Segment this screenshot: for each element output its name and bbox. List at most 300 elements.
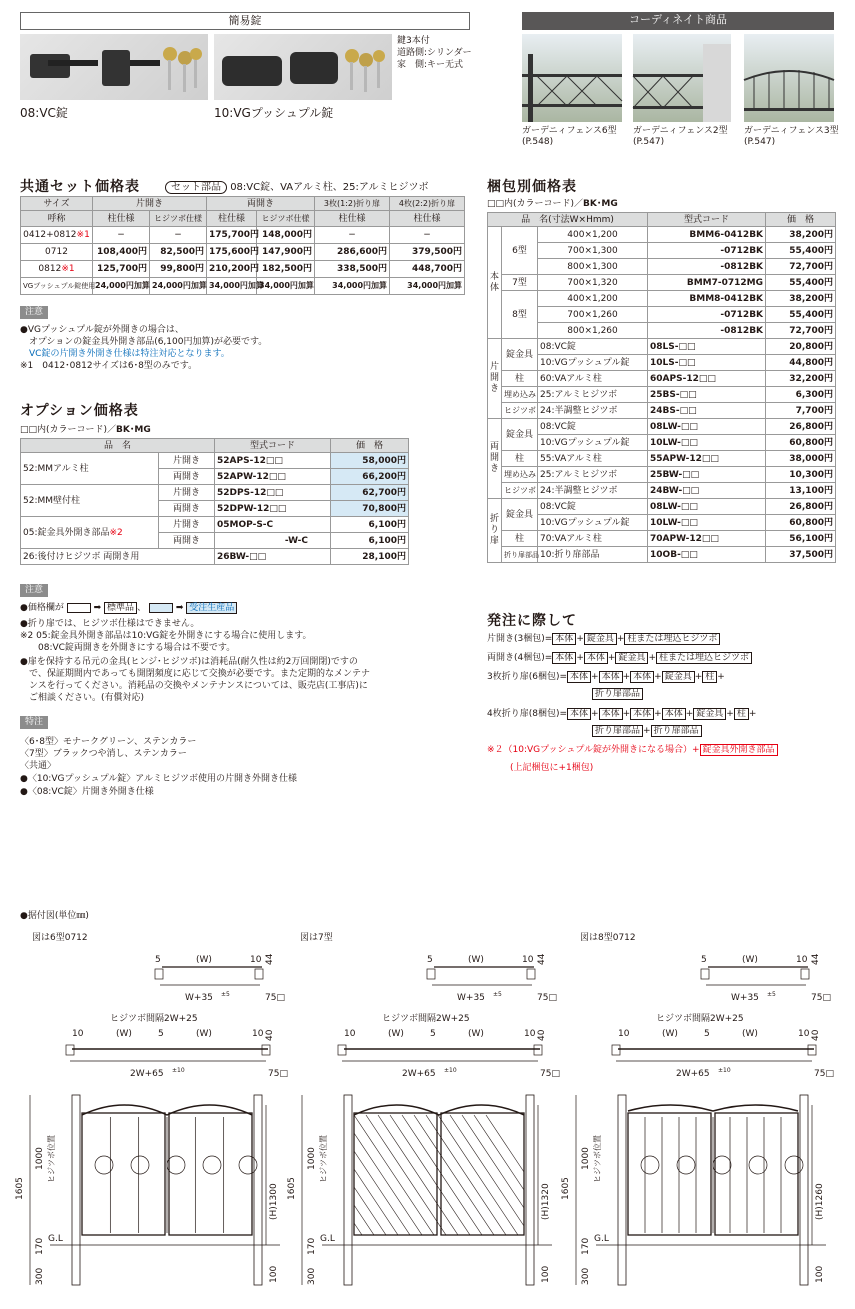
dim-5: 5 [155,955,161,965]
vc-lock-illustration [20,34,208,100]
pack-code: -0712BK [648,307,766,323]
set-price-title: 共通セット価格表 [20,179,140,195]
pack-ktype: ヒジツボ [502,403,538,419]
set-cell: 448,700円 [390,261,465,278]
order-line-3: 3枚折り扉(6梱包)= 本体 + 本体 + 本体 + 錠金具 + 柱 + [487,672,725,682]
vg-lock-photo [214,34,392,100]
h-ori4: 4枚(2:2)折り扉 [390,197,465,211]
h-hiji-1: ヒジツボ仕様 [150,211,207,227]
pack-kcode: 60APS-12□□ [648,371,766,387]
table-row [488,339,836,355]
order-box: 柱 [734,708,749,720]
order-l4-label: 4枚折り扉(8梱包)= [487,709,568,719]
opt-name-2: 52:MM壁付柱 [21,485,159,517]
dim-w: (W) [196,955,212,965]
set-cell: 338,500円 [315,261,390,278]
pack-color-b: BK･MG [583,199,618,209]
lattice-bar [330,1115,410,1235]
pack-h-price: 価 格 [766,213,836,227]
dim-w: (W) [662,1029,678,1039]
pack-rcode: 25BW-□□ [648,467,766,483]
opt-price: 70,800円 [331,501,409,517]
table-row [488,371,836,387]
coord-page-1: (P.548) [522,137,554,147]
dim-hpos: ヒジツボ位置 [319,1135,328,1183]
dim-hpos: ヒジツボ位置 [593,1135,602,1183]
set-cell: 148,000円 [257,227,315,244]
set-cell: 108,400円 [93,244,150,261]
order-box: 本体 [662,708,686,720]
lattice-bar [270,1115,350,1235]
install-title: ●据付図(単位㎜) [20,911,89,921]
pack-oname: 10:VGプッシュプル錠 [538,515,648,531]
dim-1000: 1000 [35,1147,45,1170]
order-n1-box: 錠金具外開き部品 [700,744,778,756]
pack-h-name: 品 名(寸法W×Hmm) [488,213,648,227]
dim-pm10: ±10 [172,1067,185,1074]
set-cell: 34,000円加算 [390,278,465,295]
dim-100: 100 [815,1265,825,1283]
fig-caption-3: 図は8型0712 [580,933,636,943]
order-box: 錠金具 [662,671,695,683]
h-hashira-4: 柱仕様 [390,211,465,227]
opt-h-price: 価 格 [331,439,409,453]
pack-color-code [487,198,618,210]
pack-kcode: 24BS-□□ [648,403,766,419]
order-box: 柱 [702,671,717,683]
plan-post [262,1045,270,1055]
table-row [21,549,409,565]
table-row [488,499,836,515]
dim-300: 300 [35,1267,45,1285]
vg-lock-caption: 10:VGプッシュプル錠 [214,106,334,120]
order-box: 本体 [630,671,654,683]
dim-100: 100 [269,1265,279,1283]
table-row [488,323,836,339]
opt-h-name: 品 名 [21,439,215,453]
set-parts-list: 08:VC錠、VAアルミ柱、25:アルミヒジツボ [230,182,429,193]
arrow-right-icon: ➡ [175,603,184,613]
fence3-photo [744,34,834,122]
table-row [488,483,836,499]
lattice-bar [450,1115,530,1235]
dim-pm5: ±5 [221,991,230,998]
dim-1605: 1605 [287,1177,297,1200]
pack-rprice: 10,300円 [766,467,836,483]
opt-sub: 片開き [159,485,215,501]
pack-rname: 25:アルミヒジツボ [538,467,648,483]
set-note-2: オプションの錠金具外開き部品(6,100円加算)が必要です。 [20,337,268,347]
table-row [21,485,409,501]
dim-pitch: ヒジツボ間隔2W+25 [656,1014,744,1024]
pack-code: -0712BK [648,243,766,259]
key-note-3: 家 側:キー无式 [397,60,464,70]
pack-size: 800×1,260 [538,323,648,339]
pack-ocode: 08LW-□□ [648,499,766,515]
pack-ktype: 埋め込み [502,387,538,403]
dim-w: (W) [196,1029,212,1039]
dim-1000: 1000 [581,1147,591,1170]
table-row [488,515,836,531]
set-note-4: ※1 0412･0812サイズは6･8型のみです。 [20,361,198,371]
set-price-table [20,196,465,295]
dim-w65: 2W+65 [402,1069,436,1079]
opt-note-3: 08:VC錠両開きを外開きにする場合は不要です。 [20,643,236,653]
dim-170: 170 [307,1237,317,1255]
dim-75: 75□ [814,1069,834,1079]
key-note-2: 道路側:シリンダー [397,48,472,58]
set-cell: 125,700円 [93,261,150,278]
pack-code: -0812BK [648,323,766,339]
pack-rtype: ヒジツボ [502,483,538,499]
order-line-1: 片開き(3梱包)= 本体 + 錠金具 + 柱または埋込ヒジツボ [487,633,720,645]
pack-rname: 55:VAアルミ柱 [538,451,648,467]
dim-w: (W) [468,955,484,965]
pack-type: 7型 [502,275,538,291]
table-row [21,227,465,244]
lattice-bar [378,1115,458,1235]
plan-post [427,969,435,979]
dim-gl: G.L [48,1234,63,1244]
table-row [488,419,836,435]
table-row [21,517,409,533]
pack-kcode: 25BS-□□ [648,387,766,403]
set-size-3: VGプッシュプル錠使用 [21,278,93,295]
table-row [488,275,836,291]
h-hashira-1: 柱仕様 [93,211,150,227]
dim-pm5: ±5 [767,991,776,998]
pack-kname: 60:VAアルミ柱 [538,371,648,387]
dim-75: 75□ [540,1069,560,1079]
coord-name-1: ガーデニィフェンス6型 [522,126,617,136]
order-line-3b [592,688,643,700]
order-box: 本体 [599,708,623,720]
pack-type: 6型 [502,227,538,275]
gate-leaf-left [628,1113,711,1235]
scroll-ornament [131,1156,149,1174]
pack-size: 800×1,300 [538,259,648,275]
opt-price: 58,000円 [331,453,409,469]
pack-oprice: 60,800円 [766,515,836,531]
opt-color-code [20,424,151,436]
scroll-ornament [677,1156,695,1174]
order-box: 錠金具 [693,708,726,720]
plan-post [155,969,163,979]
opt-sub: 両開き [159,469,215,485]
option-price-table [20,438,409,565]
plan-post [66,1045,74,1055]
dim-40: 40 [265,1029,275,1041]
order-box: 折り扉部品 [592,725,643,737]
lattice-bar [390,1115,470,1235]
legend-b: 、 [137,603,147,613]
order-l2-label: 両開き(4梱包)= [487,653,553,663]
table-row [21,261,465,278]
pack-rtype: 錠金具 [502,419,538,451]
order-line-2: 両開き(4梱包)= 本体 + 本体 + 錠金具 + 柱または埋込ヒジツボ [487,652,752,664]
pack-otype: 柱 [502,531,538,547]
vg-lock-illustration [214,34,392,100]
coordinate-header: コーディネイト商品 [522,12,834,30]
set-cell: 147,900円 [257,244,315,261]
pack-rcode: 10LW-□□ [648,435,766,451]
opt-mark-4: ※2 [109,527,123,538]
pack-rtype: 柱 [502,451,538,467]
order-box: 本体 [567,671,591,683]
dim-gl: G.L [594,1234,609,1244]
pack-kname: 24:半調整ヒジツボ [538,403,648,419]
dim-5: 5 [704,1029,710,1039]
plan-post [612,1045,620,1055]
opt-note-tag: 注意 [20,584,48,597]
pack-size: 700×1,320 [538,275,648,291]
order-n1: ※２（10:VGプッシュプル錠が外開きになる場合）+ [487,745,700,755]
opt-code: 26BW-□□ [215,549,331,565]
gate-leaf-left [82,1113,165,1235]
pack-rname: 08:VC錠 [538,419,648,435]
set-size-2: 0812 [38,264,62,274]
fence2-photo [633,34,731,122]
dim-w: (W) [388,1029,404,1039]
table-row [21,244,465,261]
pack-g-body: 本体 [488,227,502,339]
opt-code: 52APW-12□□ [215,469,331,485]
pack-price: 55,400円 [766,243,836,259]
order-box: 本体 [552,652,576,664]
gate-post [254,1095,262,1285]
set-cell: 24,000円加算 [150,278,207,295]
set-mark-2: ※1 [61,264,75,274]
opt-note-1: ●折り扉では、ヒジツボ仕様はできません。 [20,619,200,629]
h-ori3: 3枚(1:2)折り扉 [315,197,390,211]
order-box: 錠金具 [615,652,648,664]
gate-post [344,1095,352,1285]
set-cell: 82,500円 [150,244,207,261]
dim-h: (H)1260 [815,1183,825,1220]
opt-price: 6,100円 [331,517,409,533]
order-note-1 [487,744,778,756]
fig-caption-2: 図は7型 [300,933,333,943]
opt-sub: 両開き [159,501,215,517]
pack-price-title: 梱包別価格表 [487,179,577,195]
lattice-bar [318,1115,398,1235]
table-row [21,278,465,295]
set-note-1: ●VGプッシュプル錠が外開きの場合は、 [20,325,184,335]
plan-post [338,1045,346,1055]
pack-oname: 10:折り扉部品 [538,547,648,563]
dim-75: 75□ [811,993,831,1003]
opt-price: 66,200円 [331,469,409,485]
table-row [488,387,836,403]
pack-g-kata: 片開き [488,339,502,419]
order-line-4: 4枚折り扉(8梱包)= 本体 + 本体 + 本体 + 本体 + 錠金具 + 柱 + [487,709,757,719]
pack-otype: 錠金具 [502,499,538,531]
legend-order: 受注生産品 [186,602,237,614]
order-box: 折り扉部品 [651,725,702,737]
pack-kprice: 20,800円 [766,339,836,355]
order-box: 錠金具 [584,633,617,645]
dim-w: (W) [468,1029,484,1039]
opt-note-2: ※2 05:錠金具外開き部品は10:VG錠を外開きにする場合に使用します。 [20,631,312,641]
pack-type: 8型 [502,291,538,339]
h-hashira-3: 柱仕様 [315,211,390,227]
dim-pm10: ±10 [718,1067,731,1074]
pack-code: BMM7-0712MG [648,275,766,291]
pack-color-text: □□内(カラーコード)／ [487,199,584,209]
table-row [488,307,836,323]
h-ryo: 両開き [207,197,315,211]
table-row [488,531,836,547]
table-row [21,453,409,469]
dim-w: (W) [742,955,758,965]
dim-hpos: ヒジツボ位置 [47,1135,56,1183]
legend-std: 標準品 [104,602,137,614]
dim-75: 75□ [268,1069,288,1079]
opt-note-5: で、保証期間内であっても開閉頻度に応じて交換が必要です。また定期的なメンテナ [20,669,371,679]
dim-44: 44 [537,953,547,965]
pack-oprice: 56,100円 [766,531,836,547]
fig-caption-1: 図は6型0712 [32,933,88,943]
pack-rprice: 38,000円 [766,451,836,467]
dim-pitch: ヒジツボ間隔2W+25 [110,1014,198,1024]
opt-code: 52DPS-12□□ [215,485,331,501]
lattice-bar [294,1115,374,1235]
coord-name-3: ガーデニィフェンス3型 [744,126,839,136]
order-box: 柱または埋込ヒジツボ [656,652,752,664]
opt-color-b: BK･MG [116,425,151,435]
pack-rprice: 60,800円 [766,435,836,451]
plan-post [255,969,263,979]
special-3: 〈共通〉 [20,761,57,771]
dim-170: 170 [35,1237,45,1255]
dim-w65: 2W+65 [130,1069,164,1079]
pack-code: -0812BK [648,259,766,275]
opt-sub: 両開き [159,533,215,549]
dim-w: (W) [116,1029,132,1039]
gate-post [72,1095,80,1285]
set-size-0: 0412+0812 [23,230,77,240]
dim-w65: 2W+65 [676,1069,710,1079]
dim-10: 10 [524,1029,536,1039]
order-box: 折り扉部品 [592,688,643,700]
table-row [488,403,836,419]
opt-code: -W-C [215,533,331,549]
pack-rtype: 埋め込み [502,467,538,483]
dim-pm5: ±5 [493,991,502,998]
legend-white-swatch [67,603,91,613]
dim-10: 10 [618,1029,630,1039]
dim-pitch: ヒジツボ間隔2W+25 [382,1014,470,1024]
pack-price: 38,200円 [766,291,836,307]
opt-name-0: 52:MMアルミ柱 [21,453,159,485]
lock-header: 簡易錠 [20,12,470,30]
lattice-bar [414,1115,494,1235]
dim-44: 44 [811,953,821,965]
dim-10: 10 [344,1029,356,1039]
dim-10: 10 [796,955,808,965]
set-cell: 99,800円 [150,261,207,278]
opt-price: 62,700円 [331,485,409,501]
lattice-bar [402,1115,482,1235]
pack-rname: 24:半調整ヒジツボ [538,483,648,499]
dim-h: (H)1300 [269,1183,279,1220]
order-box: 本体 [584,652,608,664]
order-line-4b: 折り扉部品 + 折り扉部品 [592,725,702,737]
plan-post [808,1045,816,1055]
pack-price: 55,400円 [766,307,836,323]
set-cell: 182,500円 [257,261,315,278]
pack-kcode: 10LS-□□ [648,355,766,371]
h-hashira-2: 柱仕様 [207,211,257,227]
pack-kname: 25:アルミヒジツボ [538,387,648,403]
dim-10: 10 [72,1029,84,1039]
dim-10: 10 [798,1029,810,1039]
pack-size: 700×1,300 [538,243,648,259]
opt-price: 28,100円 [331,549,409,565]
pack-kname: 10:VGプッシュプル錠 [538,355,648,371]
set-cell: − [315,227,390,244]
fence6-illustration [522,34,622,122]
pack-g-ryo: 両開き [488,419,502,499]
opt-sub: 片開き [159,517,215,533]
dim-w35: W+35 [457,993,485,1003]
pack-size: 700×1,260 [538,307,648,323]
lattice-bar [438,1115,518,1235]
pack-price: 72,700円 [766,323,836,339]
dim-w35: W+35 [731,993,759,1003]
coord-name-2: ガーデニィフェンス2型 [633,126,728,136]
opt-price: 6,100円 [331,533,409,549]
pack-code: BMM6-0412BK [648,227,766,243]
fence6-photo [522,34,622,122]
dim-10: 10 [252,1029,264,1039]
dim-gl: G.L [320,1234,335,1244]
table-row [488,451,836,467]
pack-price: 72,700円 [766,259,836,275]
dim-300: 300 [307,1267,317,1285]
pack-rname: 10:VGプッシュプル錠 [538,435,648,451]
gate-arch [628,1105,798,1111]
pack-h-code: 型式コード [648,213,766,227]
pack-oprice: 37,500円 [766,547,836,563]
dim-40: 40 [537,1029,547,1041]
set-cell: − [390,227,465,244]
pack-ocode: 70APW-12□□ [648,531,766,547]
scroll-ornament [203,1156,221,1174]
set-cell: − [93,227,150,244]
set-note-tag: 注意 [20,306,48,319]
table-row [488,243,836,259]
dim-75: 75□ [265,993,285,1003]
dim-w35: W+35 [185,993,213,1003]
pack-code: BMM8-0412BK [648,291,766,307]
pack-ocode: 10OB-□□ [648,547,766,563]
installation-drawings [0,945,855,1305]
dim-1000: 1000 [307,1147,317,1170]
special-1: 〈6･8型〉モナークグリーン、ステンカラー [20,737,197,747]
gate-post [526,1095,534,1285]
dim-100: 100 [541,1265,551,1283]
table-row [488,259,836,275]
arrow-right-icon: ➡ [93,603,102,613]
table-row [488,355,836,371]
pack-kprice: 7,700円 [766,403,836,419]
order-title: 発注に際して [487,613,577,629]
special-tag: 特注 [20,716,48,729]
dim-1605: 1605 [15,1177,25,1200]
opt-color-text: □□内(カラーコード)／ [20,425,117,435]
scroll-ornament [167,1156,185,1174]
